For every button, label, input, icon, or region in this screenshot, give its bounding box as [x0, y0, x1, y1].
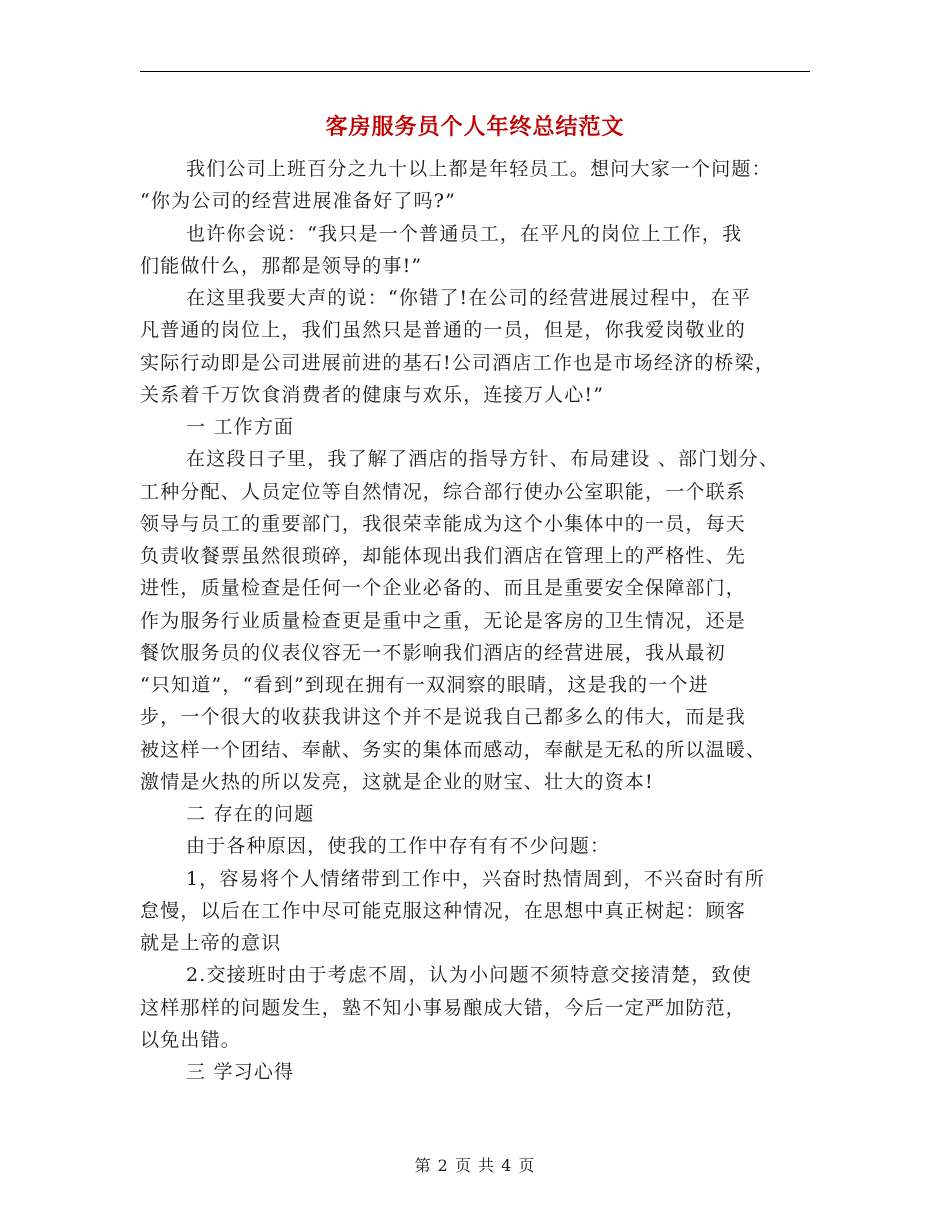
section-heading: 二 存在的问题	[186, 803, 315, 825]
body-line: 2.交接班时由于考虑不周，认为小问题不须特意交接清楚，致使	[186, 964, 752, 987]
section-heading: 一 工作方面	[186, 416, 295, 438]
body-line: 餐饮服务员的仪表仪容无一不影响我们酒店的经营进展，我从最初	[140, 641, 726, 664]
body-line: 也许你会说：“我只是一个普通员工，在平凡的岗位上工作，我	[186, 222, 743, 245]
page-number: 第 2 页 共 4 页	[414, 1156, 536, 1175]
document-body	[140, 153, 820, 1088]
body-line: 实际行动即是公司进展前进的基石!公司酒店工作也是市场经济的桥梁，	[140, 351, 776, 374]
body-line: 就是上帝的意识	[140, 932, 282, 954]
body-line: 被这样一个团结、奉献、务实的集体而感动，奉献是无私的所以温暖、	[140, 738, 767, 761]
body-line: 们能做什么，那都是领导的事!”	[140, 254, 423, 277]
body-line: 工种分配、人员定位等自然情况，综合部行使办公室职能，一个联系	[140, 480, 747, 503]
body-line: 作为服务行业质量检查更是重中之重，无论是客房的卫生情况，还是	[140, 609, 747, 632]
body-line: 怠慢，以后在工作中尽可能克服这种情况，在思想中真正树起：顾客	[140, 899, 747, 922]
header-rule	[140, 71, 810, 72]
body-line: 激情是火热的所以发亮，这就是企业的财宝、壮大的资本!	[140, 770, 654, 793]
document-title: 客房服务员个人年终总结范文	[325, 114, 625, 140]
body-line: 在这里我要大声的说：“你错了!在公司的经营进展过程中，在平	[186, 287, 752, 309]
body-line: 负责收餐票虽然很琐碎，却能体现出我们酒店在管理上的严格性、先	[140, 545, 747, 567]
body-line: 我们公司上班百分之九十以上都是年轻员工。想问大家一个问题：	[186, 158, 772, 180]
section-heading: 三 学习心得	[186, 1061, 295, 1083]
body-line: 在这段日子里，我了解了酒店的指导方针、布局建设 、部门划分、	[186, 448, 780, 471]
body-line: 进性，质量检查是任何一个企业必备的、而且是重要安全保障部门，	[140, 577, 747, 600]
body-line: “只知道”，“看到”到现在拥有一双洞察的眼睛，这是我的一个进	[140, 674, 709, 696]
body-line: 步，一个很大的收获我讲这个并不是说我自己都多么的伟大，而是我	[140, 706, 747, 729]
body-line: 以免出错。	[140, 1028, 242, 1051]
body-line: “你为公司的经营进展准备好了吗?”	[140, 190, 457, 213]
body-line: 领导与员工的重要部门，我很荣幸能成为这个小集体中的一员，每天	[140, 512, 747, 535]
body-line: 关系着千万饮食消费者的健康与欢乐，连接万人心!”	[140, 383, 605, 406]
body-line: 1，容易将个人情绪带到工作中，兴奋时热情周到，不兴奋时有所	[186, 867, 765, 890]
body-line: 由于各种原因，使我的工作中存有有不少问题：	[186, 835, 611, 858]
body-line: 这样那样的问题发生，塾不知小事易酿成大错，今后一定严加防范，	[140, 996, 747, 1019]
body-line: 凡普通的岗位上，我们虽然只是普通的一员，但是，你我爱岗敬业的	[140, 319, 747, 342]
